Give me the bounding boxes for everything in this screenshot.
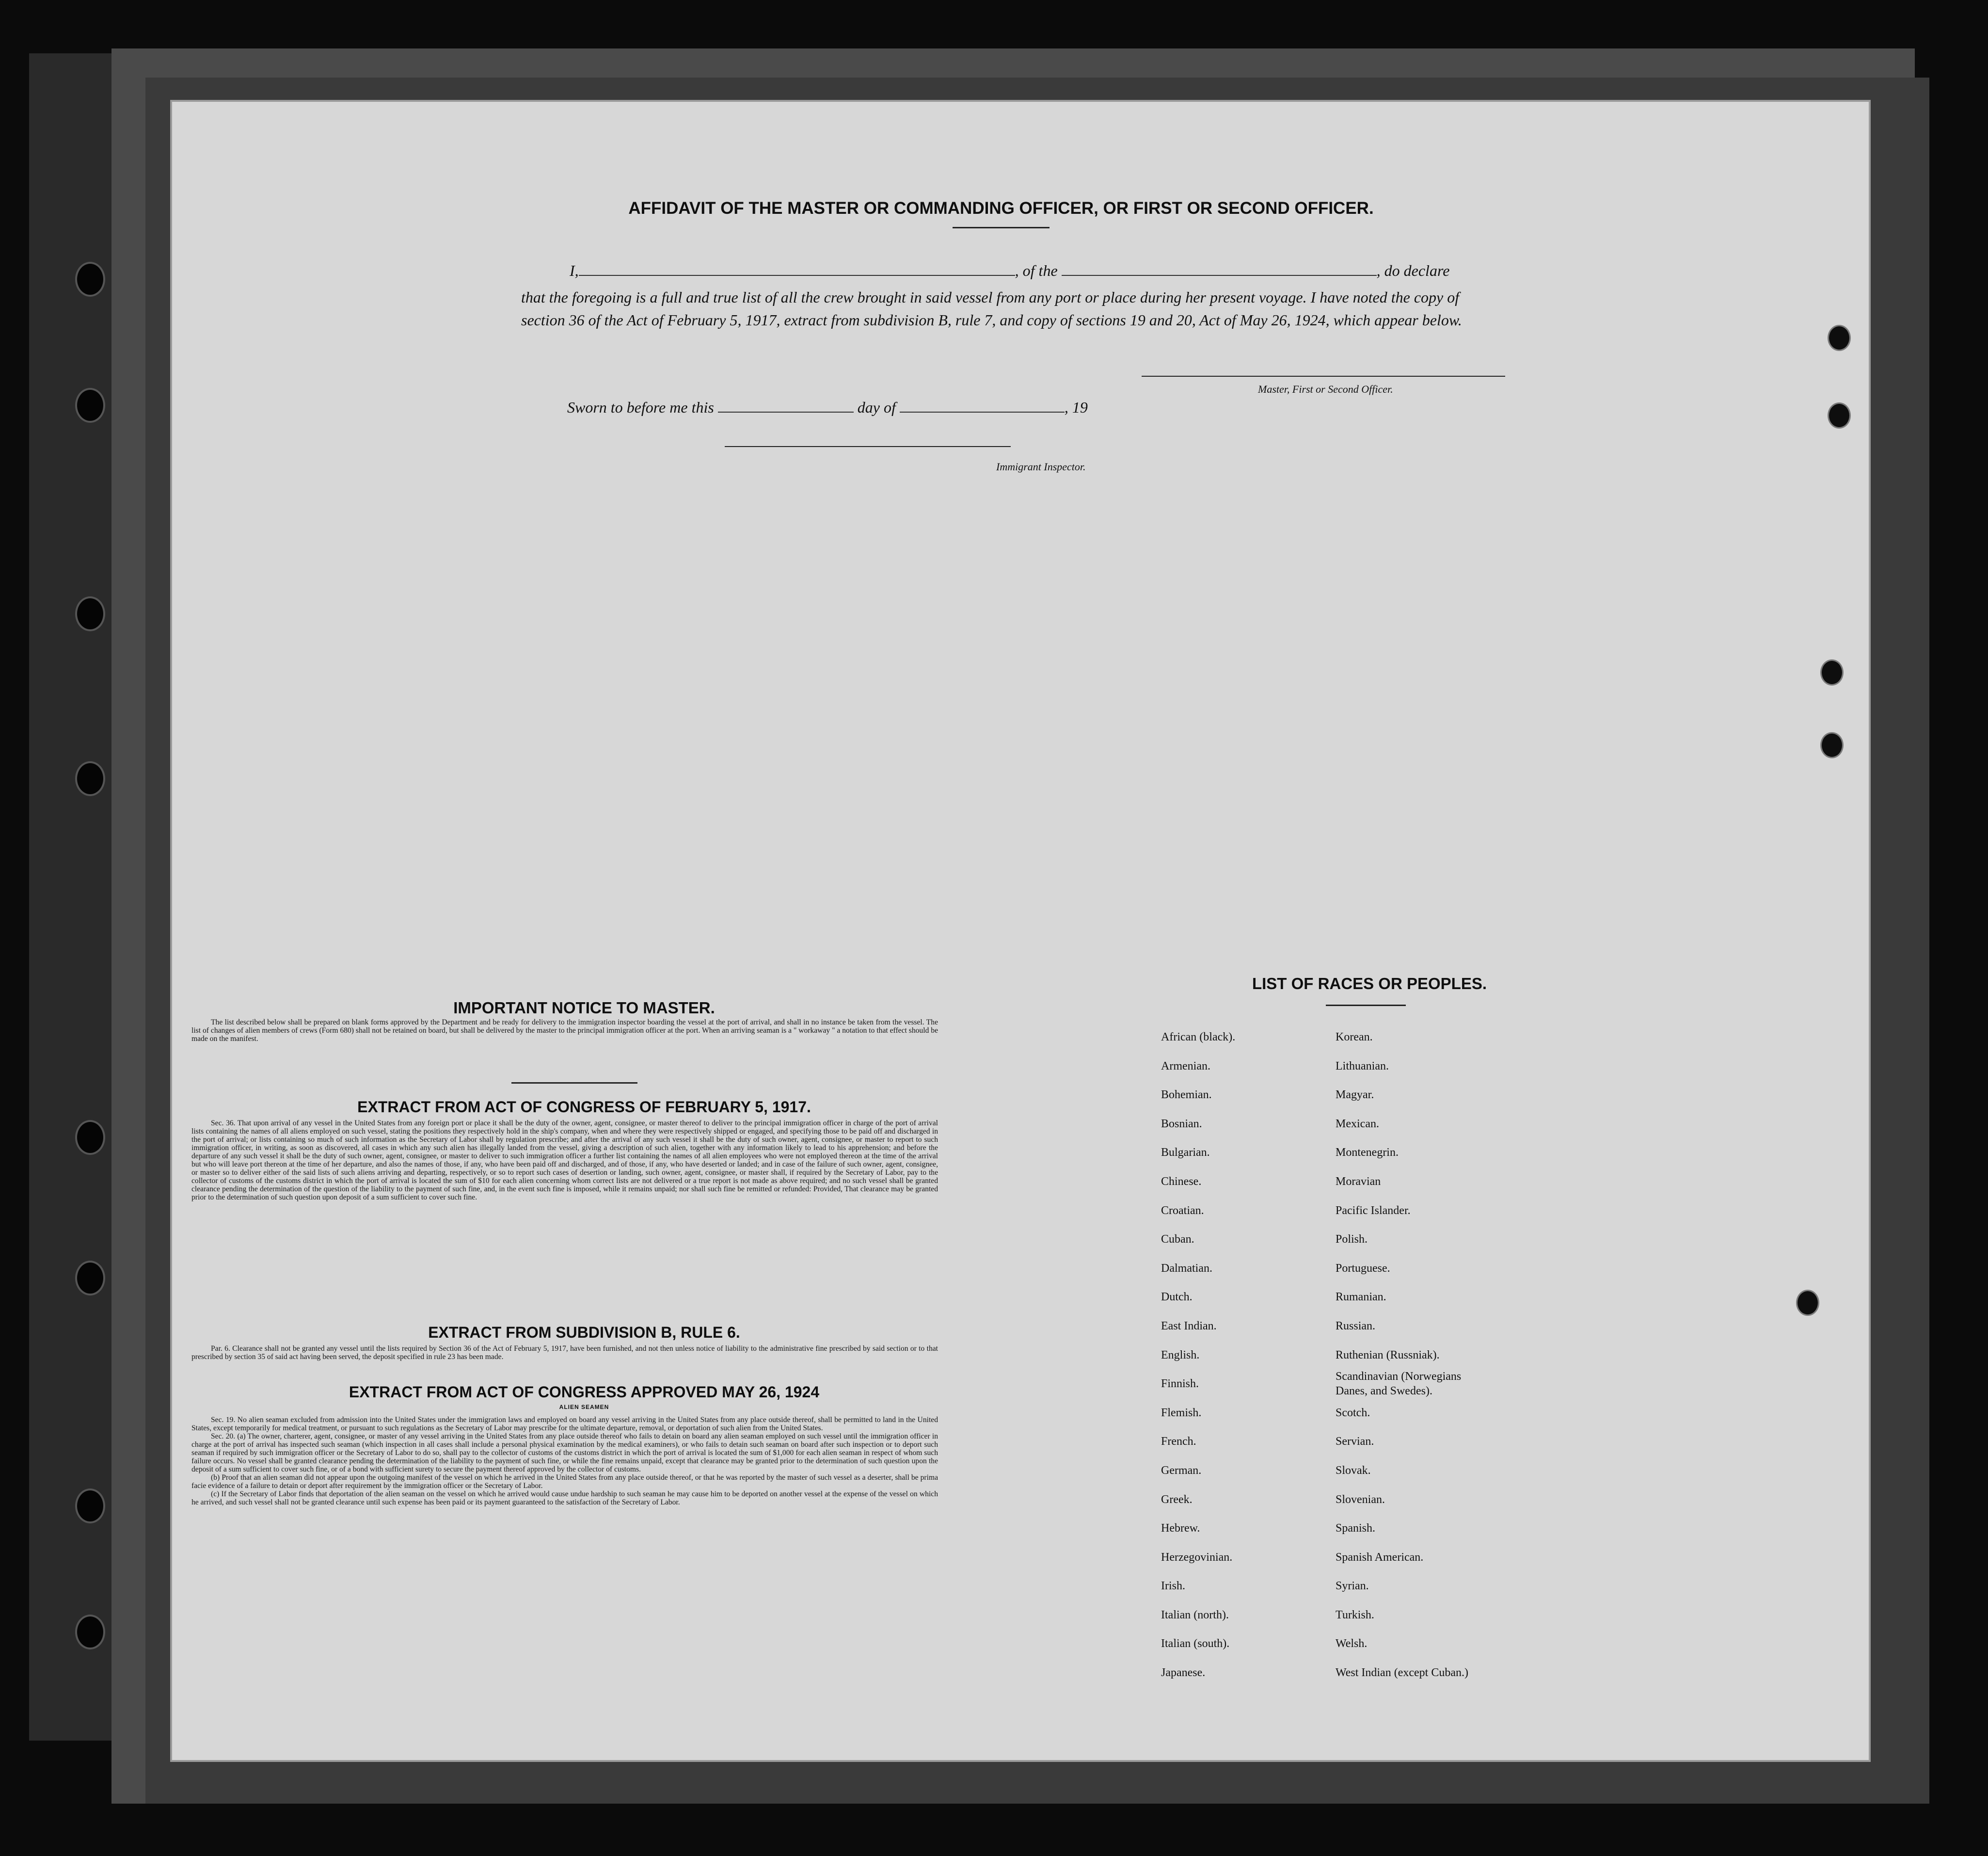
- binder-hole: [75, 1261, 105, 1296]
- punch-hole: [1820, 732, 1844, 758]
- master-signature-line[interactable]: [1142, 376, 1505, 377]
- race-item: Flemish.: [1161, 1406, 1202, 1419]
- race-item: Portuguese.: [1336, 1262, 1390, 1275]
- sworn-day-blank[interactable]: [718, 399, 854, 413]
- extract-1924-text: [191, 1416, 938, 1506]
- race-item: French.: [1161, 1435, 1196, 1448]
- race-item: Syrian.: [1336, 1580, 1369, 1593]
- races-list-left: [1161, 1023, 1235, 1688]
- race-item: Bohemian.: [1161, 1088, 1212, 1102]
- race-item: Pacific Islander.: [1336, 1204, 1411, 1217]
- races-list-right: [1336, 1023, 1495, 1688]
- notice-title: IMPORTANT NOTICE TO MASTER.: [453, 999, 715, 1017]
- affidavit-i-label: I,: [570, 262, 579, 279]
- race-item: African (black).: [1161, 1031, 1236, 1043]
- extract-rule6-title: EXTRACT FROM SUBDIVISION B, RULE 6.: [428, 1324, 740, 1341]
- race-item: Greek.: [1161, 1493, 1193, 1506]
- notice-paragraph: The list described below shall be prepared on blank forms approved by the Department and be ready for delivery to the immigration inspector boarding the vessel at the port of arrival, and shall in no instance be taken from the vessel. The list of changes of alien members of crews (Form 680) shall not be retained on board, but shall be delivered by the master to the principal immigration officer at the port. When an arriving seaman is a " workaway " a notation to that effect should be made on the manifest.: [191, 1018, 938, 1043]
- vessel-name-blank[interactable]: [1062, 262, 1377, 276]
- race-item: Finnish.: [1161, 1377, 1199, 1391]
- race-item: Irish.: [1161, 1580, 1185, 1593]
- affidavit-declaration-line: [570, 262, 1449, 280]
- sworn-prefix: Sworn to before me this: [567, 399, 714, 416]
- race-item: Moravian: [1336, 1175, 1381, 1188]
- sworn-month-blank[interactable]: [900, 399, 1065, 413]
- punch-hole: [1820, 659, 1844, 686]
- race-item: Spanish American.: [1336, 1551, 1424, 1564]
- notice-divider: [511, 1082, 637, 1084]
- race-item: East Indian.: [1161, 1319, 1217, 1332]
- section-20c-paragraph: (c) If the Secretary of Labor finds that deportation of the alien seaman on the vessel on which he arrived would cause undue hardship to such seaman he may cause him to be deported on another vessel at the expense of the vessel on which he arrived, and such vessel shall not be granted clearance until such expense has been paid or its payment guaranteed to the satisfaction of the Secretary of Labor.: [191, 1490, 938, 1506]
- extract-1917-title: EXTRACT FROM ACT OF CONGRESS OF FEBRUARY 5, 1917.: [357, 1098, 811, 1116]
- race-item: Hebrew.: [1161, 1522, 1200, 1535]
- race-item: German.: [1161, 1464, 1202, 1477]
- race-item: Polish.: [1336, 1233, 1368, 1246]
- affidavit-title: AFFIDAVIT OF THE MASTER OR COMMANDING OFFICER, OR FIRST OR SECOND OFFICER.: [628, 199, 1374, 218]
- affidavit-do-declare-label: , do declare: [1376, 262, 1450, 279]
- race-item: Ruthenian (Russniak).: [1336, 1348, 1440, 1361]
- extract-1924-title: EXTRACT FROM ACT OF CONGRESS APPROVED MAY 26, 1924: [349, 1383, 820, 1401]
- race-item: West Indian (except Cuban.): [1336, 1666, 1468, 1680]
- section-19-paragraph: Sec. 19. No alien seaman excluded from admission into the United States under the immigration laws and employed on board any vessel arriving in the United States from any place outside thereof, shall be permitted to land in the United States, except temporarily for medical treatment, or pursuant to such regulations as the Secretary of Labor may prescribe for the ultimate departure, removal, or deportation of such alien from the United States.: [191, 1416, 938, 1432]
- inspector-signature-line[interactable]: [725, 446, 1011, 447]
- master-label: Master, First or Second Officer.: [1258, 383, 1393, 395]
- race-item: Bulgarian.: [1161, 1146, 1210, 1159]
- race-item: Magyar.: [1336, 1088, 1374, 1102]
- race-item: Korean.: [1336, 1031, 1373, 1043]
- race-item: Chinese.: [1161, 1175, 1202, 1188]
- race-item: Cuban.: [1161, 1233, 1194, 1246]
- race-item: Rumanian.: [1336, 1291, 1386, 1304]
- affidavit-statement: that the foregoing is a full and true list of all the crew brought in said vessel from any port or place during her present voyage. I have noted the copy of section 36 of the Act of February 5, 1917, extract from subdivision B, rule 7, and copy of sections 19 and 20, Act of May 26, 1924, which appear below.: [521, 288, 1462, 329]
- race-item: Dalmatian.: [1161, 1262, 1212, 1275]
- race-item: Croatian.: [1161, 1204, 1204, 1217]
- races-title: LIST OF RACES OR PEOPLES.: [1252, 975, 1487, 992]
- binder-hole: [75, 388, 105, 423]
- race-item: Slovak.: [1336, 1464, 1371, 1477]
- race-item: Slovenian.: [1336, 1493, 1385, 1506]
- race-item: Scandinavian (Norwegians Danes, and Swedes).: [1336, 1370, 1462, 1397]
- race-item: Bosnian.: [1161, 1117, 1202, 1130]
- affidavit-of-the-label: , of the: [1015, 262, 1058, 279]
- section-36-paragraph: Sec. 36. That upon arrival of any vessel in the United States from any foreign port or place it shall be the duty of the owner, agent, consignee, or master thereof to deliver to the principal immigration officer in charge of the port of arrival lists containing the names of all aliens employed on such vessel, stating the positions they respectively hold in the ship's company, when and where they were respectively shipped or engaged, and specifying those to be paid off and discharged in the port of arrival; or lists containing so much of such information as the Secretary of Labor shall by regulation prescribe; and after the arrival of any such vessel it shall be the duty of such owner, agent, consignee, or master to report to such immigration officer, in writing, as soon as discovered, all cases in which any such alien has illegally landed from the vessel, giving a description of such alien, together with any information likely to lead to his apprehension; and before the departure of any such vessel it shall be the duty of such owner, agent, consignee, or master to deliver to such immigration officer a further list containing the names of all alien employees who were not employed thereon at the time of the arrival but who will leave port thereon at the time of her departure, and also the names of those, if any, who have been paid off and discharged, and of those, if any, who have deserted or landed; and in case of the failure of such owner, agent, consignee, or master so to deliver either of the said lists of such aliens arriving and departing, respectively, or so to report such cases of desertion or landing, such owner, agent, consignee, or master shall, if required by the Secretary of Labor, pay to the collector of customs of the customs district in which the port of arrival is located the sum of $10 for each alien concerning whom correct lists are not delivered or a true report is not made as above required; and no such vessel shall be granted clearance pending the determination of the question of the liability to the payment of such fine, and, in the event such fine is imposed, while it remains unpaid; nor shall such fine be remitted or refunded: Provided, That clearance may be granted prior to the determination of such question upon deposit of a sum sufficient to cover such fine.: [191, 1119, 938, 1201]
- race-item: English.: [1161, 1348, 1200, 1361]
- form-page: [172, 102, 1869, 1760]
- race-item: Turkish.: [1336, 1608, 1374, 1621]
- binder-hole: [75, 596, 105, 631]
- race-item: Russian.: [1336, 1319, 1376, 1332]
- punch-hole: [1796, 1290, 1819, 1316]
- binder-hole: [75, 262, 105, 297]
- extract-rule6-text: [191, 1344, 938, 1361]
- sworn-year-label: , 19: [1064, 399, 1088, 416]
- officer-name-blank[interactable]: [579, 262, 1015, 276]
- punch-hole: [1828, 325, 1851, 351]
- race-item: Italian (south).: [1161, 1637, 1230, 1650]
- rule-6-paragraph: Par. 6. Clearance shall not be granted any vessel until the lists required by Section 36 of the Act of February 5, 1917, have been furnished, and not then unless notice of liability to the administrative fine prescribed by said section or to that prescribed by section 35 of said act having been served, the deposit specified in rule 23 has been made.: [191, 1344, 938, 1361]
- race-item: Welsh.: [1336, 1637, 1368, 1650]
- race-item: Japanese.: [1161, 1666, 1206, 1680]
- section-20a-paragraph: Sec. 20. (a) The owner, charterer, agent, consignee, or master of any vessel arriving in the United States from any place outside thereof who fails to detain on board any alien seaman employed on such vessel until the immigration officer in charge at the port of arrival has inspected such seaman (which inspection in all cases shall include a personal physical examination by the medical examiners), or who fails to detain such seaman on board after such inspection or to deport such seaman if required by such immigration officer or the Secretary of Labor to do so, shall pay to the collector of customs of the customs district in which the port of arrival is located the sum of $1,000 for each alien seaman in respect of whom such failure occurs. No vessel shall be granted clearance pending the determination of the liability to the payment of such fine, or while the fine remains unpaid, except that clearance may be granted prior to the determination of such question upon the deposit of a sum sufficient to cover such fine, or of a bond with sufficient surety to secure the payment thereof approved by the collector of customs.: [191, 1432, 938, 1473]
- race-item: Italian (north).: [1161, 1608, 1229, 1621]
- race-item: Armenian.: [1161, 1059, 1210, 1072]
- sworn-line: [567, 399, 1088, 416]
- extract-1917-text: [191, 1119, 938, 1201]
- race-item: Servian.: [1336, 1435, 1374, 1448]
- binder-hole: [75, 761, 105, 796]
- races-divider: [1326, 1005, 1406, 1006]
- binder-hole: [75, 1488, 105, 1523]
- section-20b-paragraph: (b) Proof that an alien seaman did not appear upon the outgoing manifest of the vessel on which he arrived in the United States from any place outside thereof, or that he was reported by the master of such vessel as a deserter, shall be prima facie evidence of a failure to detain or deport after requirement by the immigration officer or the Secretary of Labor.: [191, 1473, 938, 1490]
- notice-text: [191, 1018, 938, 1043]
- race-item: Montenegrin.: [1336, 1146, 1399, 1159]
- binder-hole: [75, 1120, 105, 1155]
- race-item: Lithuanian.: [1336, 1059, 1389, 1072]
- race-item: Mexican.: [1336, 1117, 1379, 1130]
- sworn-day-of: day of: [857, 399, 896, 416]
- race-item: Dutch.: [1161, 1291, 1193, 1304]
- punch-hole: [1828, 402, 1851, 429]
- binder-hole: [75, 1615, 105, 1649]
- title-divider: [953, 227, 1050, 228]
- race-item: Herzegovinian.: [1161, 1551, 1233, 1564]
- race-item: Scotch.: [1336, 1406, 1370, 1419]
- alien-seamen-subtitle: ALIEN SEAMEN: [559, 1404, 609, 1410]
- inspector-label: Immigrant Inspector.: [996, 461, 1086, 473]
- race-item: Spanish.: [1336, 1522, 1376, 1535]
